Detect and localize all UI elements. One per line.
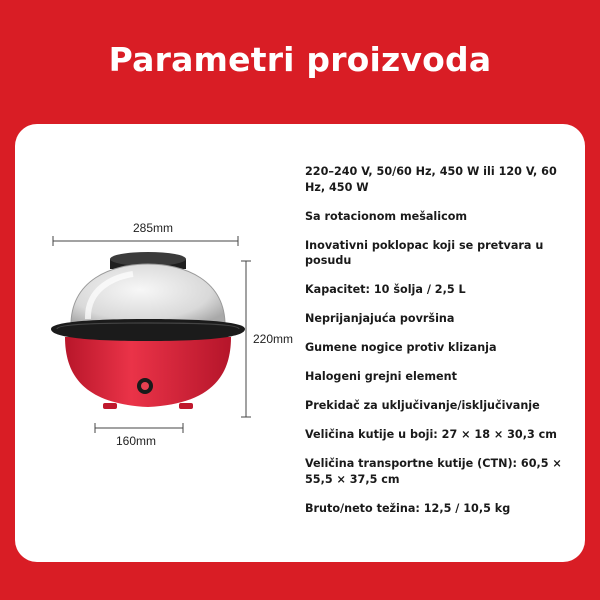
- product-illustration: [43, 219, 313, 549]
- spec-item: Neprijanjajuća površina: [305, 312, 455, 325]
- popcorn-maker-image: [43, 219, 313, 549]
- spec-list: [305, 164, 570, 530]
- spec-item: Kapacitet: 10 šolja / 2,5 L: [305, 283, 466, 296]
- spec-item: Inovativni poklopac koji se pretvara u posudu: [305, 238, 544, 267]
- page-title: Parametri proizvoda: [108, 40, 492, 79]
- width-dimension: 285mm: [133, 221, 174, 235]
- base-dimension: 160mm: [116, 434, 157, 448]
- spec-item: Gumene nogice protiv klizanja: [305, 341, 497, 354]
- spec-item: Halogeni grejni element: [305, 370, 457, 383]
- spec-item: Veličina kutije u boji: 27 × 18 × 30,3 cm: [305, 428, 557, 441]
- spec-item: 220–240 V, 50/60 Hz, 450 W ili 120 V, 60 Hz, 450 W: [305, 165, 557, 194]
- spec-item: Bruto/neto težina: 12,5 / 10,5 kg: [305, 501, 511, 515]
- product-card: [15, 124, 585, 562]
- spec-item: Veličina transportne kutije (CTN): 60,5 × 55,5 × 37,5 cm: [305, 457, 562, 486]
- height-dimension: 220mm: [253, 332, 294, 346]
- spec-item: Sa rotacionom mešalicom: [305, 209, 468, 223]
- spec-item: Prekidač za uključivanje/isključivanje: [305, 399, 540, 412]
